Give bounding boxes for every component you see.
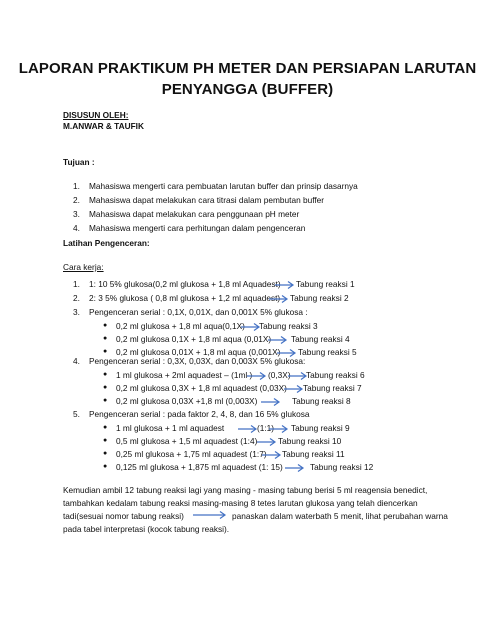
tujuan-item: Mahasiswa dapat melakukan cara titrasi dalam pembutan buffer (89, 195, 325, 205)
tujuan-number-4: 4. (73, 223, 80, 233)
document-title-line-1: LAPORAN PRAKTIKUM PH METER DAN PERSIAPAN LARUTAN (18, 60, 477, 77)
paragraph-line: panaskan dalam waterbath 5 menit, lihat perubahan warna (232, 511, 448, 521)
step-result: Tabung reaksi 2 (290, 293, 349, 303)
latihan-heading: Latihan Pengenceran: (63, 238, 150, 248)
step-text: 2: 3 5% glukosa ( 0,8 ml glukosa + 1,2 ml aquadest) (89, 293, 281, 303)
right-arrow-icon (274, 280, 296, 290)
bullet-icon: ● (103, 450, 108, 457)
sub-step-mid: (1:1) (257, 423, 275, 433)
sub-step-result: Tabung reaksi 12 (310, 462, 374, 472)
sub-step-result: Tabung reaksi 9 (291, 423, 350, 433)
sub-step-text: 0,2 ml glukosa 0,01X + 1,8 ml aqua (0,001X) (116, 347, 281, 357)
sub-step-text: 0,2 ml glukosa 0,3X + 1,8 ml aquadest (0,03X) (116, 383, 287, 393)
right-arrow-icon (268, 294, 290, 304)
right-arrow-icon (261, 450, 283, 460)
tujuan-number-3: 3. (73, 209, 80, 219)
authors-names: M.ANWAR & TAUFIK (63, 121, 144, 131)
step-number: 1. (73, 279, 80, 289)
step-text: Pengenceran serial : 0,1X, 0,01X, dan 0,001X 5% glukosa : (89, 307, 308, 317)
paragraph-line: tadi(sesuai nomor tabung reaksi) (63, 511, 184, 521)
step-number: 4. (73, 356, 80, 366)
right-arrow-icon (192, 510, 228, 520)
sub-step-text: 0,2 ml glukosa 0,1X + 1,8 ml aqua (0,01X) (116, 334, 272, 344)
tujuan-heading: Tujuan : (63, 157, 95, 167)
tujuan-number-2: 2. (73, 195, 80, 205)
right-arrow-icon (284, 463, 306, 473)
bullet-icon: ● (103, 322, 108, 329)
sub-step-mid: (0,3X) (268, 370, 291, 380)
authors-heading: DISUSUN OLEH: (63, 110, 129, 120)
sub-step-text: 0,25 ml glukosa + 1,75 ml aquadest (1:7) (116, 449, 267, 459)
sub-step-text: 0,2 ml glukosa + 1,8 ml aqua(0,1X) (116, 321, 245, 331)
right-arrow-icon (256, 437, 278, 447)
tujuan-item: Mahasiswa mengerti cara perhitungan dalam pengenceran (89, 223, 306, 233)
sub-step-text: 1 ml glukosa + 2ml aquadest – (1ml ) (116, 370, 253, 380)
sub-step-result: Tabung reaksi 11 (282, 449, 345, 459)
document-title-line-2: PENYANGGA (BUFFER) (161, 81, 334, 98)
step-number: 3. (73, 307, 80, 317)
paragraph-line: pada tabel interpretasi (kocok tabung reaksi). (63, 524, 230, 534)
bullet-icon: ● (103, 424, 108, 431)
sub-step-result: Tabung reaksi 3 (259, 321, 318, 331)
sub-step-text: 0,5 ml glukosa + 1,5 ml aquadest (1:4) (116, 436, 258, 446)
sub-step-result: Tabung reaksi 5 (298, 347, 357, 357)
sub-step-result: Tabung reaksi 7 (303, 383, 362, 393)
step-text: 1: 10 5% glukosa(0,2 ml glukosa + 1,8 ml Aquadest) (89, 279, 281, 289)
step-text: Pengenceran serial : pada faktor 2, 4, 8, dan 16 5% glukosa (89, 409, 310, 419)
cara-kerja-heading: Cara kerja: (63, 262, 104, 272)
bullet-icon: ● (103, 371, 108, 378)
bullet-icon: ● (103, 348, 108, 355)
right-arrow-icon (283, 384, 305, 394)
sub-step-result: Tabung reaksi 4 (291, 334, 350, 344)
sub-step-text: 1 ml glukosa + 1 ml aquadest (116, 423, 225, 433)
step-result: Tabung reaksi 1 (296, 279, 355, 289)
paragraph-line: tambahkan kedalam tabung reaksi masing-masing 8 tetes larutan glukosa yang telah diencerkan (63, 498, 418, 508)
step-number: 5. (73, 409, 80, 419)
sub-step-result: Tabung reaksi 6 (306, 370, 365, 380)
step-number: 2. (73, 293, 80, 303)
sub-step-text: 0,2 ml glukosa 0,03X +1,8 ml (0,003X) (116, 396, 258, 406)
bullet-icon: ● (103, 437, 108, 444)
sub-step-result: Tabung reaksi 10 (278, 436, 342, 446)
step-text: Pengenceran serial : 0,3X, 0,03X, dan 0,003X 5% glukosa: (89, 356, 306, 366)
paragraph-line: Kemudian ambil 12 tabung reaksi lagi yang masing - masing tabung berisi 5 ml reagensia benedict, (63, 485, 428, 495)
right-arrow-icon (237, 424, 259, 434)
sub-step-result: Tabung reaksi 8 (292, 396, 351, 406)
bullet-icon: ● (103, 397, 108, 404)
right-arrow-icon (268, 424, 290, 434)
right-arrow-icon (246, 371, 268, 381)
tujuan-item: Mahasiswa dapat melakukan cara penggunaan pH meter (89, 209, 300, 219)
right-arrow-icon (267, 335, 289, 345)
bullet-icon: ● (103, 463, 108, 470)
tujuan-item: Mahasiswa mengerti cara pembuatan larutan buffer dan prinsip dasarnya (89, 181, 358, 191)
bullet-icon: ● (103, 335, 108, 342)
sub-step-text: 0,125 ml glukosa + 1,875 ml aquadest (1: 15) (116, 462, 283, 472)
tujuan-number-1: 1. (73, 181, 80, 191)
bullet-icon: ● (103, 384, 108, 391)
right-arrow-icon (260, 397, 282, 407)
